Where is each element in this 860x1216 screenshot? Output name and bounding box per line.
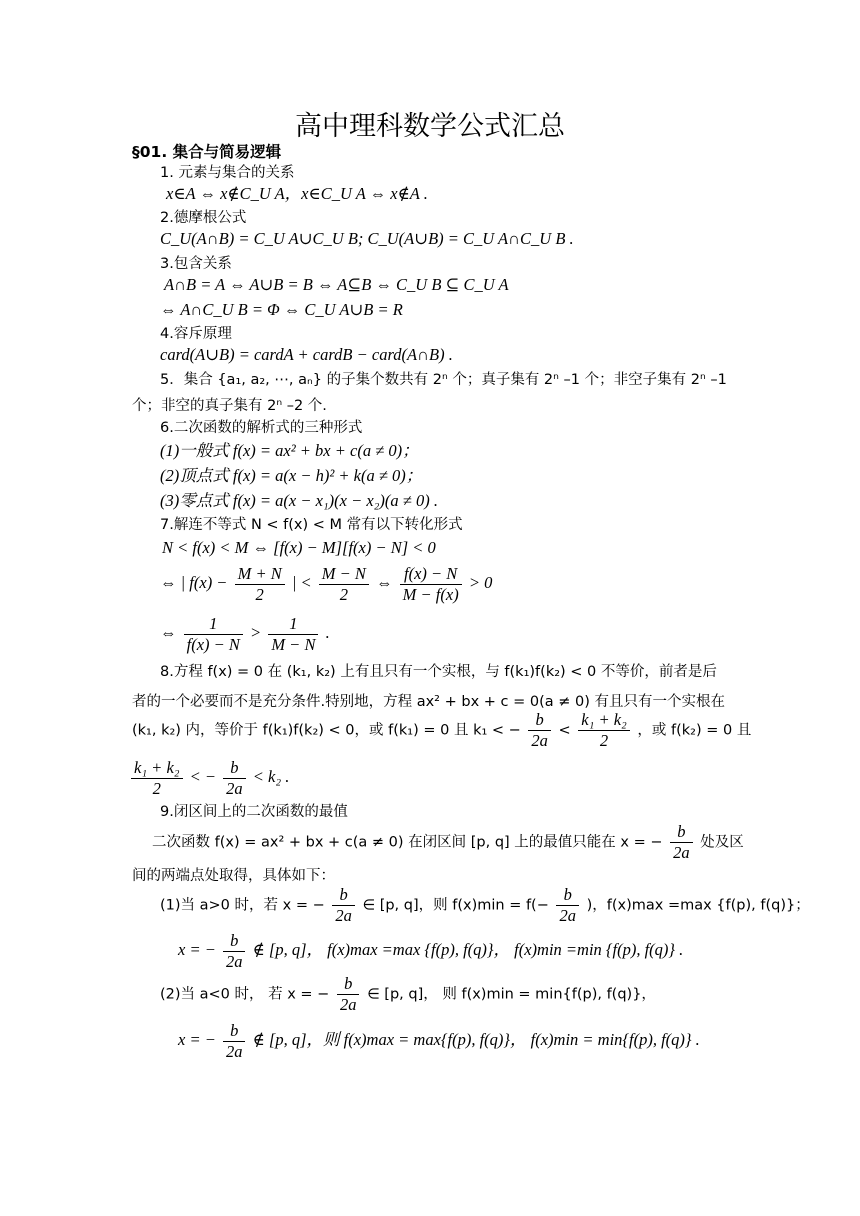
numerator: M + N	[235, 564, 285, 585]
case2b-prefix: x = −	[178, 1030, 216, 1049]
fraction-m-plus-n	[235, 564, 285, 605]
root4-suffix: < k₂ .	[252, 767, 290, 786]
case-a-positive-line-2	[178, 929, 683, 972]
numerator: b	[223, 758, 246, 779]
numerator: M − N	[319, 564, 369, 585]
case-a-negative-line-1	[160, 974, 656, 1016]
case2b-suffix: ∉ [p, q]，则 f(x)max = max{f(p), f(q)}， f(x)min = min{f(p), f(q)} .	[252, 1030, 700, 1049]
fraction-b-over-2a	[556, 885, 579, 926]
formula-inclusion-exclusion: card(A∪B) = cardA + cardB − card(A∩B) .	[160, 345, 453, 364]
fraction-m-minus-n	[319, 564, 369, 605]
fraction-k-sum-over-2	[131, 758, 183, 799]
heading-element-set-relation: 1. 元素与集合的关系	[160, 165, 295, 181]
heading-quadratic-forms: 6.二次函数的解析式的三种形式	[160, 420, 363, 436]
fraction-b-over-2a	[223, 931, 246, 972]
fraction-b-over-2a	[337, 974, 360, 1015]
fraction-one-over-fx-minus-n	[184, 614, 243, 655]
case1-mid: ∈ [p, q]，则 f(x)min = f(−	[362, 897, 549, 914]
numerator: 1	[268, 614, 318, 635]
formula-root-location-4	[128, 756, 289, 799]
formula-vertex-form: (2)顶点式 f(x) = a(x − h)² + k(a ≠ 0)；	[160, 466, 423, 485]
denominator: M − N	[271, 634, 316, 654]
case-a-negative-line-2	[178, 1019, 700, 1062]
denominator: 2	[599, 731, 609, 750]
denominator: 2a	[335, 906, 352, 925]
numerator: f(x) − N	[400, 564, 462, 585]
numerator: b	[556, 885, 579, 906]
heading-closed-interval-extrema: 9.闭区间上的二次函数的最值	[160, 804, 348, 820]
denominator: f(x) − N	[186, 634, 240, 654]
root3-suffix: ，或 f(k₂) = 0 且	[637, 722, 752, 739]
chain2-prefix: ⇔ | f(x) −	[160, 573, 228, 592]
numerator: b	[670, 822, 693, 843]
case1-suffix: )，f(x)max =max {f(p), f(q)}；	[586, 897, 810, 914]
extrema1-prefix: 二次函数 f(x) = ax² + bx + c(a ≠ 0) 在闭区间 [p, q] 上的最值只能在 x = −	[152, 834, 663, 851]
fraction-b-over-2a	[670, 822, 693, 863]
paragraph-root-location-1: 8.方程 f(x) = 0 在 (k₁, k₂) 上有且只有一个实根，与 f(k₁)f(k₂) < 0 不等价，前者是后	[160, 664, 717, 680]
heading-inclusion-exclusion: 4.容斥原理	[160, 326, 232, 342]
chain2-suffix: > 0	[468, 573, 493, 592]
denominator: 2a	[225, 1041, 243, 1061]
denominator: 2a	[559, 906, 576, 925]
denominator: 2	[339, 584, 348, 604]
numerator: k₁ + k₂	[578, 710, 630, 731]
case1b-prefix: x = −	[178, 940, 216, 959]
paragraph-subset-count-1: 5．集合 {a₁, a₂, ⋯, aₙ} 的子集个数共有 2ⁿ 个；真子集有 2ⁿ –1 个；非空子集有 2ⁿ –1	[160, 372, 727, 388]
denominator: 2a	[673, 843, 690, 862]
numerator: b	[528, 710, 551, 731]
root3-mid: <	[558, 722, 571, 739]
fraction-one-over-m-minus-n	[268, 614, 318, 655]
formula-general-form: (1)一般式 f(x) = ax² + bx + c(a ≠ 0)；	[160, 441, 419, 460]
denominator: 2a	[531, 731, 548, 750]
heading-inequality-chain: 7.解连不等式 N < f(x) < M 常有以下转化形式	[160, 517, 463, 533]
paragraph-root-location-2: 者的一个必要而不是充分条件.特别地，方程 ax² + bx + c = 0(a ≠ 0) 有且只有一个实根在	[132, 694, 725, 710]
paragraph-extrema-intro-2: 间的两端点处取得，具体如下：	[132, 868, 335, 884]
chain3-prefix: ⇔	[160, 623, 177, 642]
fraction-b-over-2a	[223, 1021, 246, 1062]
case1-prefix: (1)当 a>0 时，若 x = −	[160, 897, 325, 914]
formula-inclusion-1: A∩B = A ⇔ A∪B = B ⇔ A⊆B ⇔ C_U B ⊆ C_U A	[164, 275, 509, 294]
numerator: b	[223, 931, 246, 952]
chain2-mid: | <	[291, 573, 312, 592]
fraction-b-over-2a	[332, 885, 355, 926]
numerator: k₁ + k₂	[131, 758, 183, 779]
formula-inclusion-2: ⇔ A∩C_U B = Φ ⇔ C_U A∪B = R	[160, 300, 403, 319]
denominator: 2a	[226, 778, 243, 798]
chain3-suffix: .	[325, 623, 330, 642]
heading-inclusion: 3.包含关系	[160, 256, 232, 272]
case2-suffix: ∈ [p, q]， 则 f(x)min = min{f(p), f(q)}，	[367, 986, 656, 1003]
heading-de-morgan: 2.德摩根公式	[160, 210, 247, 226]
case1b-suffix: ∉ [p, q]， f(x)max =max {f(p), f(q)}， f(x)min =min {f(p), f(q)} .	[252, 940, 684, 959]
root4-mid: < −	[189, 767, 217, 786]
fraction-b-over-2a	[528, 710, 551, 751]
numerator: b	[332, 885, 355, 906]
fraction-b-over-2a	[223, 758, 246, 799]
chain2-arrow: ⇔	[376, 573, 393, 592]
formula-inequality-chain-2	[160, 562, 492, 605]
fraction-k-sum-over-2	[578, 710, 630, 751]
chain3-mid: >	[250, 623, 262, 642]
numerator: b	[223, 1021, 246, 1042]
case2-prefix: (2)当 a<0 时， 若 x = −	[160, 986, 330, 1003]
root3-prefix: (k₁, k₂) 内，等价于 f(k₁)f(k₂) < 0，或 f(k₁) = 0 且 k₁ < −	[132, 722, 521, 739]
paragraph-extrema-intro-1	[152, 822, 744, 864]
formula-inequality-chain-3	[160, 612, 330, 655]
case-a-positive-line-1	[160, 885, 810, 927]
fraction-fx-minus-n-over-m-minus-fx	[400, 564, 462, 605]
numerator: b	[337, 974, 360, 995]
extrema1-suffix: 处及区	[700, 834, 744, 851]
paragraph-root-location-3	[132, 710, 751, 752]
denominator: M − f(x)	[402, 584, 459, 604]
page-title: 高中理科数学公式汇总	[295, 111, 565, 142]
formula-inequality-chain-1: N < f(x) < M ⇔ [f(x) − M][f(x) − N] < 0	[162, 538, 436, 557]
denominator: 2	[255, 584, 264, 604]
formula-zero-form: (3)零点式 f(x) = a(x − x₁)(x − x₂)(a ≠ 0) .	[160, 491, 438, 510]
formula-de-morgan: C_U(A∩B) = C_U A∪C_U B; C_U(A∪B) = C_U A∩C_U B .	[160, 229, 574, 248]
denominator: 2a	[339, 995, 357, 1014]
formula-element-set-relation: x∈A ⇔ x∉C_U A，x∈C_U A ⇔ x∉A .	[166, 184, 428, 203]
denominator: 2	[152, 778, 161, 798]
denominator: 2a	[225, 951, 243, 971]
section-heading: §01. 集合与简易逻辑	[132, 143, 282, 161]
paragraph-subset-count-2: 个；非空的真子集有 2ⁿ –2 个.	[132, 398, 327, 414]
numerator: 1	[184, 614, 243, 635]
